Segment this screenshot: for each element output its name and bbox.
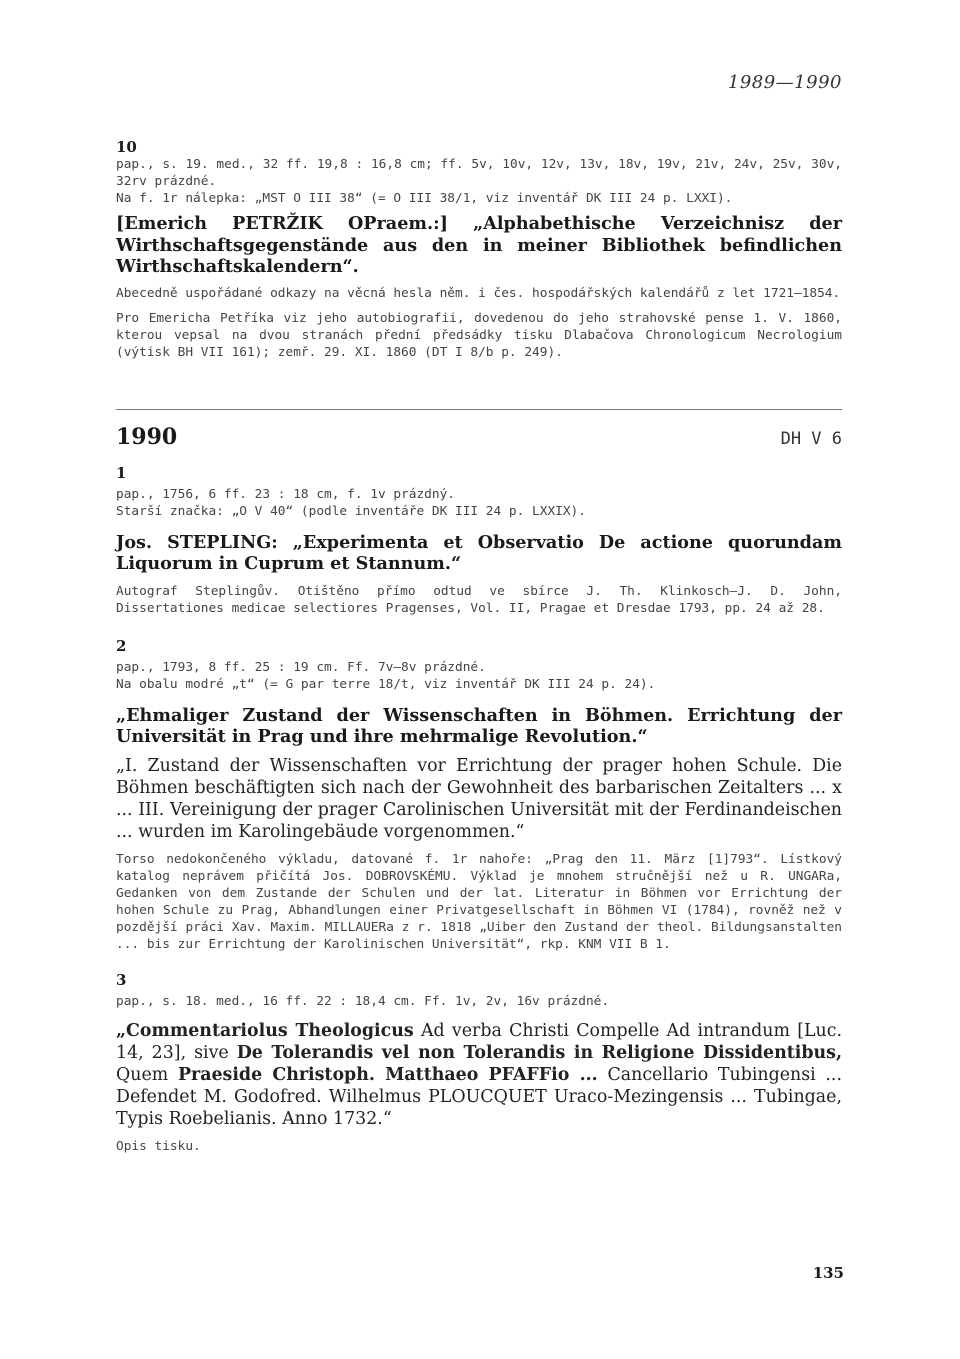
title-part: Ad verba Christi Compelle Ad intrandum [Luc. 14, 23], sive (116, 1020, 843, 1063)
physical-description: pap., s. 18. med., 16 ff. 22 : 18,4 cm. Ff. 1v, 2v, 16v prázdné. (116, 993, 610, 1009)
entry-note: Abecedně uspořádané odkazy na věcná hesla něm. i čes. hospodářských kalendářů z let 1721—1854. (116, 285, 841, 301)
entry-note: Autograf Steplingův. Otištěno přímo odtud ve sbírce J. Th. Klinkosch—J. D. John, Dissertationes medicae selectiores Pragenses, Vol. II, Pragae et Dresdae 1793, pp. 24 až 28. (116, 583, 842, 616)
page-content (116, 138, 842, 1155)
physical-description: pap., s. 19. med., 32 ff. 19,8 : 16,8 cm; ff. 5v, 10v, 12v, 13v, 18v, 19v, 21v, 24v, 25v, 30v, 32rv prázdné. (116, 157, 842, 189)
entry-number: 1 (116, 463, 127, 482)
physical-description: pap., 1793, 8 ff. 25 : 19 cm. Ff. 7v—8v prázdné. (116, 659, 486, 675)
shelfmark: DH V 6 (780, 428, 842, 449)
entry-title (116, 1020, 842, 1130)
label-description: Na f. 1r nálepka: „MST O III 38“ (= O III 38/1, viz inventář DK III 24 p. LXXI). (116, 191, 733, 206)
title-part: Praeside Christoph. Matthaeo PFAFFio ... (177, 1064, 598, 1085)
entry-note: Torso nedokončeného výkladu, datované f. 1r nahoře: „Prag den 11. März [1]793“. Lístkový katalog neprávem přičítá Jos. DOBROVSKÉMU. Výklad je mnohem stručnější než u R. UNGARa, Gedanken von dem Zustande der Schulen und der lat. Literatur in Böhmen vor Errichtung der hohen Schule zu Prag, Abhandlungen einer Privatgesellschaft in Böhmen VI (1784), rovněž než v pozdější práci Xav. Maxim. MILLAUERa z r. 1818 „Uiber den Zustand der theol. Bildungsanstalten ... bis zur Errichtung der Karolinischen Universität“, rkp. KNM VII B 1. (116, 851, 842, 952)
incipit-quote: „I. Zustand der Wissenschaften vor Errichtung der prager hohen Schule. Die Böhmen beschäftigten sich nach der Gewohnheit des barbarischen Zeitalters ... x ... III. Vereinigung der prager Carolinischen Universität mit der Ferdinandeischen ... wurden im Karolingebäude vorgenommen.“ (116, 755, 842, 842)
older-shelfmark: Starší značka: „O V 40“ (podle inventáře DK III 24 p. LXXIX). (116, 503, 586, 519)
item-2 (116, 637, 842, 953)
entry-note: Pro Emericha Petříka viz jeho autobiografii, dovedenou do jeho strahovské pense 1. V. 1860, kterou vepsal na dvou stranách přední předsádky tisku Dlabačova Chronologicum Necrologium (výtisk BH VII 161); zemř. 29. XI. 1860 (DT I 8/b p. 249). (116, 310, 842, 360)
physical-description: pap., 1756, 6 ff. 23 : 18 cm, f. 1v prázdný. (116, 486, 455, 502)
page-number: 135 (812, 1264, 844, 1282)
entry-1989-10 (116, 138, 842, 361)
item-3 (116, 971, 842, 1155)
running-head: 1989—1990 (727, 72, 842, 93)
cover-description: Na obalu modré „t“ (= G par terre 18/t, viz inventář DK III 24 p. 24). (116, 676, 656, 692)
entry-number: 3 (116, 970, 127, 989)
item-1 (116, 464, 842, 617)
entry-number: 10 (116, 138, 137, 156)
entry-title: Jos. STEPLING: „Experimenta et Observatio De actione quorundam Liquorum in Cuprum et Stannum.“ (116, 531, 842, 574)
title-part: Cancellario Tubingensi ... Defendet M. Godofred. Wilhelmus PLOUCQUET Uraco-Mezingensis ... Tubingae, Typis Roebelianis. Anno 1732.“ (116, 1064, 842, 1129)
title-part: De Tolerandis vel non Tolerandis in Religione Dissidentibus, (236, 1042, 843, 1063)
entry-note: Opis tisku. (116, 1138, 201, 1154)
section-divider (116, 409, 842, 410)
entry-title: „Ehmaliger Zustand der Wissenschaften in Böhmen. Errichtung der Universität in Prag und ihre mehrmalige Revolution.“ (116, 704, 842, 747)
title-part: „Commentariolus Theologicus (116, 1020, 414, 1041)
section-header (116, 424, 842, 450)
title-part: Quem (116, 1064, 178, 1085)
section-year: 1990 (116, 423, 178, 450)
entry-title: [Emerich PETRŽIK OPraem.:] „Alphabethische Verzeichnisz der Wirthschaftsgegenstände aus den in meiner Bibliothek befindlichen Wirthschaftskalendern“. (116, 213, 842, 277)
entry-number: 2 (116, 636, 127, 655)
